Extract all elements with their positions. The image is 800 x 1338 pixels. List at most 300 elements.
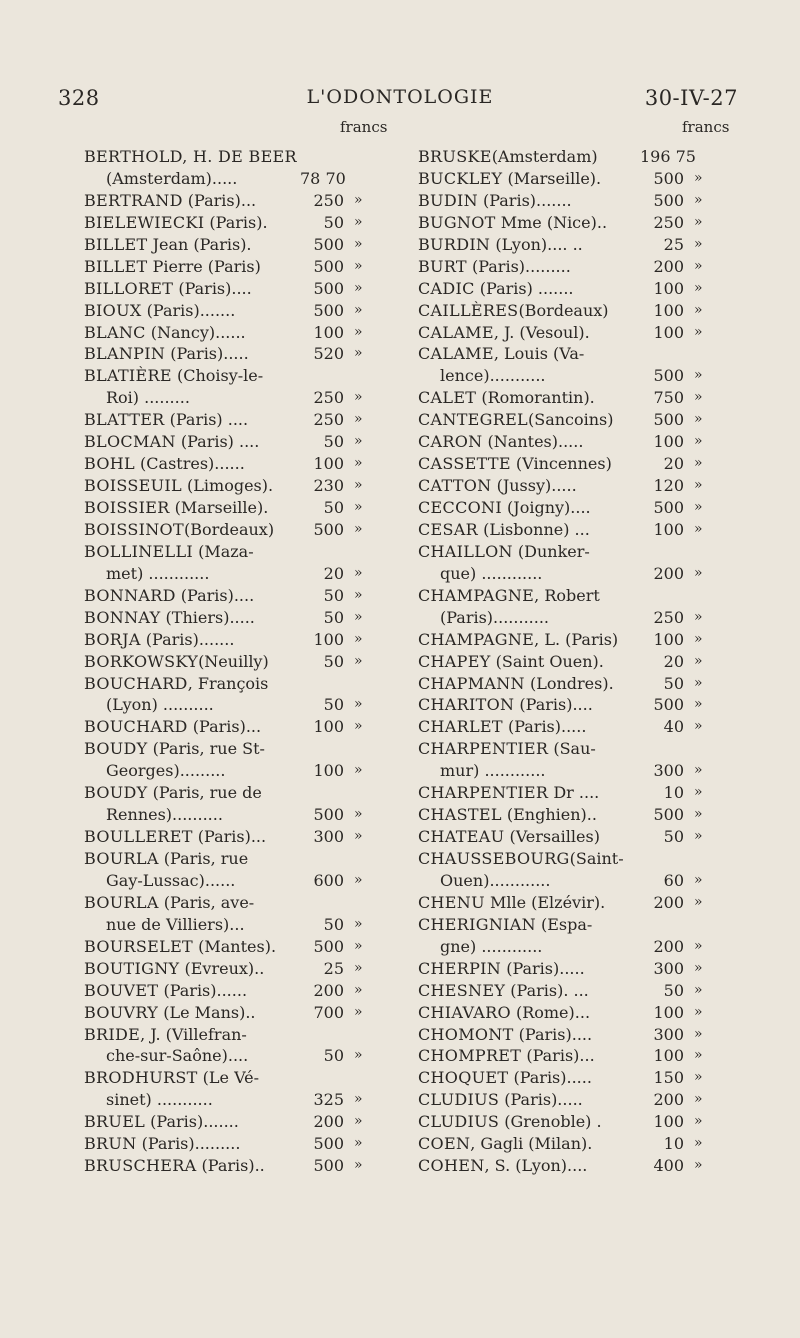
contributor-place: (Paris)......... [136, 1134, 241, 1154]
list-item [84, 1067, 396, 1089]
list-item [418, 168, 736, 190]
column-heading: francs [682, 118, 730, 136]
list-item [418, 980, 736, 1002]
amount: 250 [653, 212, 684, 232]
list-item [418, 365, 736, 387]
amount: 700 [313, 1002, 344, 1022]
entry-text [84, 256, 261, 278]
list-item [418, 322, 736, 344]
entry-text [84, 234, 252, 256]
amount: 50 [323, 585, 344, 605]
contributor-name: CALET [418, 388, 477, 408]
list-item [84, 146, 396, 168]
contributor-name: BONNARD [84, 585, 176, 605]
entry-text [84, 212, 268, 234]
list-item [418, 694, 736, 716]
contributor-name: CHAPMANN [418, 673, 525, 693]
contributor-place: (Versailles) [504, 827, 600, 847]
amount: 200 [653, 563, 684, 583]
contributor-place: (Lisbonne) ... [477, 519, 590, 539]
amount: 100 [313, 454, 344, 474]
ditto-mark: » [354, 301, 363, 318]
contributor-place: (Paris)... [192, 827, 267, 847]
contributor-name: BOUTIGNY [84, 958, 180, 978]
entry-text [84, 716, 261, 738]
list-item [418, 278, 736, 300]
amount: 500 [313, 278, 344, 298]
ditto-mark: » [694, 937, 703, 954]
contributor-place: (Nancy)...... [145, 322, 246, 342]
amount: 50 [323, 914, 344, 934]
ditto-mark: » [694, 630, 703, 647]
ditto-mark: » [354, 806, 363, 823]
list-item [84, 607, 396, 629]
entry-text [418, 541, 590, 563]
list-item [418, 629, 736, 651]
ditto-mark: » [694, 828, 703, 845]
column-heading: francs [340, 118, 388, 136]
contributor-name: CHARITON [418, 695, 515, 715]
ditto-mark: » [694, 279, 703, 296]
entry-text [84, 892, 254, 914]
amount: 10 [663, 783, 684, 803]
contributor-place: (Dunker- [512, 541, 590, 561]
list-item [418, 541, 736, 563]
contributor-place: nue de Villiers)... [106, 914, 245, 934]
ditto-mark: » [694, 433, 703, 450]
entry-text [418, 431, 583, 453]
ditto-mark: » [354, 1091, 363, 1108]
amount: 100 [653, 322, 684, 342]
amount: 500 [653, 695, 684, 715]
contributor-name: BERTRAND [84, 190, 183, 210]
list-item [418, 1111, 736, 1133]
contributor-place: (Sau- [548, 739, 596, 759]
entry-text [106, 168, 237, 190]
contributor-place: Roi) ......... [106, 388, 190, 408]
ditto-mark: » [354, 1157, 363, 1174]
entry-text [418, 694, 593, 716]
list-item [418, 519, 736, 541]
list-item [418, 475, 736, 497]
contributor-place: (Romorantin). [476, 388, 595, 408]
ditto-mark: » [694, 1157, 703, 1174]
contributor-place: (Paris)..... [499, 1090, 583, 1110]
contributor-name: CECCONI [418, 498, 502, 517]
ditto-mark: » [354, 433, 363, 450]
contributor-name: CLUDIUS [418, 1112, 500, 1132]
entry-list [84, 146, 396, 1177]
entry-text [418, 848, 624, 870]
contributor-place: mur) ............ [440, 761, 546, 781]
ditto-mark: » [354, 257, 363, 274]
ditto-mark: » [354, 389, 363, 406]
entry-text [418, 453, 612, 475]
ditto-mark: » [354, 630, 363, 647]
entry-text [84, 980, 247, 1002]
amount: 40 [663, 717, 684, 737]
ditto-mark: » [354, 915, 363, 932]
ditto-mark: » [354, 937, 363, 954]
contributor-name: BOUCHARD [84, 673, 188, 693]
amount: 400 [653, 1156, 684, 1176]
contributor-name: BILLORET [84, 278, 174, 298]
list-item [84, 958, 396, 980]
contributor-name: BOISSEUIL [84, 476, 182, 496]
list-item [418, 234, 736, 256]
list-item [84, 629, 396, 651]
amount: 325 [313, 1090, 344, 1110]
entry-text [418, 256, 571, 278]
contributor-place: (Paris)....... [140, 629, 235, 649]
amount: 50 [663, 673, 684, 693]
contributor-place: sinet) ........... [106, 1090, 213, 1110]
contributor-place: (Paris)..... [165, 344, 249, 364]
ditto-mark: » [354, 718, 363, 735]
ditto-mark: » [694, 806, 703, 823]
entry-text [84, 607, 255, 629]
list-item [418, 848, 736, 870]
ditto-mark: » [694, 1047, 703, 1064]
entry-text [84, 738, 265, 760]
amount: 50 [323, 432, 344, 452]
entry-text [106, 804, 223, 826]
entry-text [418, 168, 601, 190]
entry-text [418, 673, 614, 695]
amount: 500 [653, 366, 684, 386]
list-item [84, 1133, 396, 1155]
amount: 250 [653, 607, 684, 627]
contributor-place: (Lyon) .......... [106, 695, 214, 715]
contributor-place: , François [187, 673, 269, 693]
amount: 600 [313, 870, 344, 890]
ditto-mark: » [354, 279, 363, 296]
ditto-mark: » [694, 213, 703, 230]
contributor-place: (Paris).. [196, 1156, 265, 1176]
contributor-place: (Amsterdam) [491, 147, 598, 166]
entry-text [418, 278, 574, 300]
ditto-mark: » [694, 762, 703, 779]
entry-text [418, 1155, 587, 1177]
amount: 500 [313, 936, 344, 956]
contributor-name: BLATIÈRE [84, 366, 172, 386]
amount: 100 [653, 432, 684, 452]
contributor-name: BILLET [84, 234, 148, 254]
ditto-mark: » [354, 959, 363, 976]
entry-text [418, 958, 585, 980]
contributor-place: Mme (Nice).. [495, 212, 608, 232]
contributor-place: (Paris) .... [175, 432, 260, 452]
list-item [418, 300, 736, 322]
amount: 150 [653, 1068, 684, 1088]
list-item [84, 738, 396, 760]
ditto-mark: » [354, 828, 363, 845]
amount: 25 [323, 958, 344, 978]
entry-text [418, 1002, 590, 1024]
entry-text [84, 782, 262, 804]
ditto-mark: » [694, 1113, 703, 1130]
contributor-name: BURDIN [418, 234, 491, 254]
contributor-name: BOISSINOT [84, 519, 184, 539]
list-item [418, 1024, 736, 1046]
list-item [84, 826, 396, 848]
contributor-place: (Paris)..... [501, 958, 585, 978]
contributor-name: BOUVRY [84, 1002, 159, 1022]
contributor-name: CHAUSSEBOURG [418, 849, 570, 868]
contributor-place: (Evreux).. [179, 958, 265, 978]
list-item [418, 826, 736, 848]
amount: 500 [653, 410, 684, 430]
ditto-mark: » [354, 235, 363, 252]
entry-text [106, 1045, 248, 1067]
contributor-place: , J. (Vesoul). [493, 322, 590, 342]
list-item [418, 651, 736, 673]
contributor-name: CHASTEL [418, 805, 502, 825]
entry-text [418, 409, 614, 431]
entry-text [418, 1045, 595, 1067]
contributor-name: CALAME [418, 322, 494, 342]
entry-text [418, 234, 583, 256]
contributor-place: Georges)......... [106, 761, 226, 781]
entry-text [418, 629, 618, 651]
amount: 200 [313, 980, 344, 1000]
list-item [418, 716, 736, 738]
list-item [418, 936, 736, 958]
amount: 196 75 [640, 147, 696, 166]
entry-text [84, 497, 268, 519]
ditto-mark: » [694, 981, 703, 998]
list-item [84, 1045, 396, 1067]
entry-text [106, 563, 209, 585]
amount: 500 [313, 519, 344, 539]
contributor-name: BORJA [84, 629, 141, 649]
contributor-name: COHEN [418, 1156, 485, 1176]
contributor-name: BRODHURST [84, 1068, 198, 1088]
list-item [418, 387, 736, 409]
contributor-place: Ouen)............ [440, 870, 551, 890]
ditto-mark: » [354, 323, 363, 340]
amount: 50 [323, 498, 344, 517]
list-item [418, 146, 736, 168]
contributor-name: CHERPIN [418, 958, 502, 978]
list-item [418, 409, 736, 431]
amount: 50 [663, 827, 684, 847]
contributor-place: (Joigny).... [501, 498, 591, 517]
list-item [84, 168, 396, 190]
amount: 50 [323, 1046, 344, 1066]
contributor-place: (Paris)..... [508, 1068, 592, 1088]
contributor-place: , Gagli (Milan). [470, 1134, 593, 1154]
amount: 300 [653, 761, 684, 781]
entry-text [84, 190, 256, 212]
list-item [418, 1155, 736, 1177]
ditto-mark: » [694, 959, 703, 976]
ditto-mark: » [694, 652, 703, 669]
entry-text [84, 431, 259, 453]
amount: 10 [663, 1134, 684, 1154]
entry-text [418, 1133, 592, 1155]
contributor-place: (Thiers)..... [160, 607, 255, 627]
amount: 230 [313, 476, 344, 496]
list-item [84, 409, 396, 431]
entry-text [84, 629, 234, 651]
contributor-place: (Paris, ave- [158, 892, 255, 912]
contributor-name: CADIC [418, 278, 475, 298]
contributor-place: (Paris)......... [466, 256, 571, 276]
contributor-name: BERTHOLD, H. DE BEER [84, 147, 297, 166]
ditto-mark: » [694, 411, 703, 428]
contributor-name: BOULLERET [84, 827, 193, 847]
amount: 500 [313, 300, 344, 320]
contributor-name: CESAR [418, 519, 478, 539]
ditto-mark: » [354, 652, 363, 669]
list-item [84, 585, 396, 607]
contributor-place: , Louis (Va- [493, 344, 585, 364]
list-item [418, 738, 736, 760]
amount: 20 [663, 454, 684, 474]
entry-text [418, 738, 596, 760]
ditto-mark: » [694, 784, 703, 801]
contributor-name: CARON [418, 432, 483, 452]
ditto-mark: » [694, 1091, 703, 1108]
ditto-mark: » [354, 564, 363, 581]
entry-text [418, 343, 584, 365]
contributor-place: (Paris). ... [505, 980, 589, 1000]
amount: 520 [313, 344, 344, 364]
amount: 200 [653, 256, 684, 276]
ditto-mark: » [694, 696, 703, 713]
ditto-mark: » [354, 696, 363, 713]
entry-text [84, 936, 276, 958]
contributor-place: Pierre (Paris) [147, 256, 261, 276]
contributor-place: (Grenoble) . [499, 1112, 602, 1132]
list-item [84, 300, 396, 322]
contributor-name: BRIDE [84, 1024, 141, 1044]
entry-text [84, 322, 246, 344]
contributor-place: (Paris, rue [158, 849, 249, 868]
ditto-mark: » [694, 191, 703, 208]
list-item [84, 256, 396, 278]
ditto-mark: » [354, 1113, 363, 1130]
list-item [84, 190, 396, 212]
contributor-place: (Maza- [193, 541, 254, 561]
ditto-mark: » [354, 520, 363, 537]
ditto-mark: » [354, 586, 363, 603]
ditto-mark: » [354, 1003, 363, 1020]
contributor-place: (Choisy-le- [171, 366, 264, 386]
issue-date: 30-IV-27 [644, 86, 738, 110]
amount: 78 70 [300, 168, 346, 188]
list-item [84, 519, 396, 541]
entry-list [418, 146, 736, 1177]
list-item [418, 782, 736, 804]
ditto-mark: » [694, 893, 703, 910]
list-item [418, 190, 736, 212]
contributor-name: BUCKLEY [418, 168, 503, 188]
ditto-mark: » [694, 169, 703, 186]
list-item [84, 804, 396, 826]
contributor-name: BOISSIER [84, 498, 170, 517]
contributor-place: (Paris).... [513, 1024, 593, 1044]
ditto-mark: » [694, 564, 703, 581]
contributor-place: (Paris)........... [440, 607, 549, 627]
contributor-name: BUDIN [418, 190, 478, 210]
entry-text [418, 716, 586, 738]
entry-text [418, 497, 591, 519]
ditto-mark: » [694, 455, 703, 472]
ditto-mark: » [694, 389, 703, 406]
list-item [84, 453, 396, 475]
ditto-mark: » [354, 1135, 363, 1152]
amount: 200 [653, 1090, 684, 1110]
ditto-mark: » [354, 191, 363, 208]
contributor-name: BORKOWSKY [84, 651, 199, 671]
amount: 500 [313, 1134, 344, 1154]
contributor-place: met) ............ [106, 563, 210, 583]
entry-text [84, 1111, 239, 1133]
contributor-name: BIELEWIECKI [84, 212, 205, 232]
contributor-place: (Nantes)..... [482, 432, 584, 452]
list-item [84, 431, 396, 453]
contributor-place: (Amsterdam)..... [106, 168, 238, 188]
contributor-place: que) ............ [440, 563, 543, 583]
contributor-name: BOURLA [84, 892, 159, 912]
list-item [84, 673, 396, 695]
entry-text [84, 409, 248, 431]
contributor-place: (Sancoins) [527, 410, 614, 430]
amount: 500 [313, 805, 344, 825]
entry-text [418, 1089, 583, 1111]
contributor-place: che-sur-Saône).... [106, 1046, 249, 1066]
entry-text [440, 870, 550, 892]
ditto-mark: » [354, 455, 363, 472]
contributor-place: (Paris)... [187, 717, 262, 737]
amount: 25 [663, 234, 684, 254]
ditto-mark: » [694, 1003, 703, 1020]
list-item [84, 1155, 396, 1177]
amount: 20 [663, 651, 684, 671]
contributor-place: lence)........... [440, 366, 546, 386]
contributor-place: (Paris) .... [164, 410, 249, 430]
entry-text [84, 146, 297, 168]
entry-text [84, 278, 252, 300]
ditto-mark: » [694, 520, 703, 537]
ditto-mark: » [694, 674, 703, 691]
list-item [418, 453, 736, 475]
contributor-name: CHARPENTIER [418, 739, 549, 759]
list-item [84, 563, 396, 585]
entry-text [106, 760, 225, 782]
contributor-name: BOURSELET [84, 936, 194, 956]
entry-text [84, 475, 273, 497]
list-item [418, 585, 736, 607]
list-item [84, 475, 396, 497]
list-item [418, 212, 736, 234]
entry-text [418, 146, 598, 168]
list-item [84, 914, 396, 936]
entry-text [440, 563, 542, 585]
amount: 300 [653, 1024, 684, 1044]
list-item [418, 1089, 736, 1111]
amount: 100 [653, 1046, 684, 1066]
ditto-mark: » [694, 1135, 703, 1152]
contributor-name: CHOMPRET [418, 1046, 522, 1066]
list-item [84, 716, 396, 738]
entry-text [418, 519, 590, 541]
page-number: 328 [58, 86, 100, 110]
ditto-mark: » [354, 762, 363, 779]
contributor-place: (Paris) ....... [474, 278, 574, 298]
